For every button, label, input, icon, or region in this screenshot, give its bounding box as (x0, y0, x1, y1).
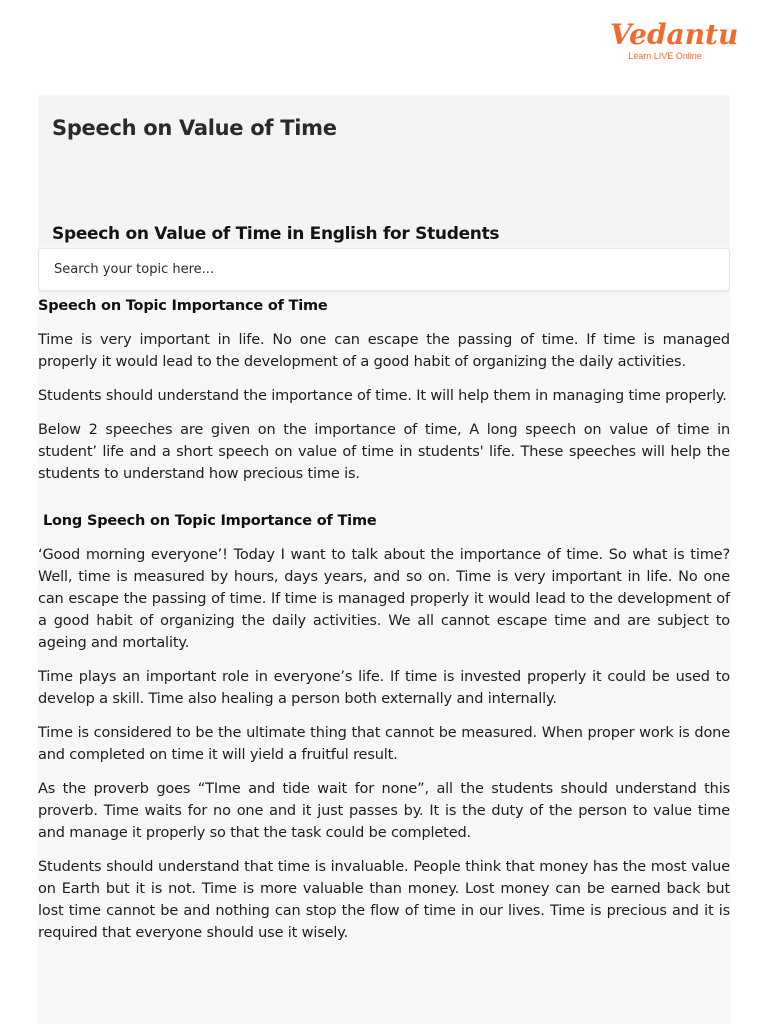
logo-tagline: Learn LIVE Online (628, 51, 702, 61)
page-title: Speech on Value of Time (52, 116, 337, 140)
logo-wordmark: Vedantu (610, 18, 739, 51)
paragraph: Time is very important in life. No one can escape the passing of time. If time is managed properly it would lead to the development of a good habit of organizing the daily activities. (38, 332, 730, 370)
section-heading-importance-of-time: Speech on Topic Importance of Time (38, 298, 328, 314)
paragraph: Below 2 speeches are given on the importance of time, A long speech on value of time in student’ life and a short speech on value of time in students' life. These speeches will help the students to understand how precious time is. (38, 422, 730, 482)
paragraph: Time is considered to be the ultimate thing that cannot be measured. When proper work is done and completed on time it will yield a fruitful result. (38, 725, 730, 763)
paragraph: Time plays an important role in everyone’s life. If time is invested properly it could be used to develop a skill. Time also healing a person both externally and internally. (38, 669, 730, 707)
search-input[interactable] (54, 249, 714, 290)
paragraph: ‘Good morning everyone’! Today I want to talk about the importance of time. So what is time? Well, time is measured by hours, days years, and so on. Time is very important in life. No one can escape the passing of time. If time is managed properly it would lead to the development of a good habit of organizing the daily activities. We all cannot escape time and are subject to ageing and mortality. (38, 547, 730, 651)
article-content (38, 292, 730, 944)
paragraph: Students should understand the importance of time. It will help them in managing time properly. (38, 388, 727, 404)
section-heading-long-speech: Long Speech on Topic Importance of Time (43, 513, 377, 529)
vedantu-logo[interactable] (610, 18, 739, 74)
search-box[interactable] (38, 248, 730, 291)
page-subtitle: Speech on Value of Time in English for Students (52, 224, 500, 244)
paragraph: As the proverb goes “TIme and tide wait for none”, all the students should understand this proverb. Time waits for no one and it just passes by. It is the duty of the person to value time and manage it properly so that the task could be completed. (38, 781, 730, 841)
paragraph: Students should understand that time is invaluable. People think that money has the most value on Earth but it is not. Time is more valuable than money. Lost money can be earned back but lost time cannot be and nothing can stop the flow of time in our lives. Time is precious and it is required that everyone should use it wisely. (38, 859, 730, 941)
